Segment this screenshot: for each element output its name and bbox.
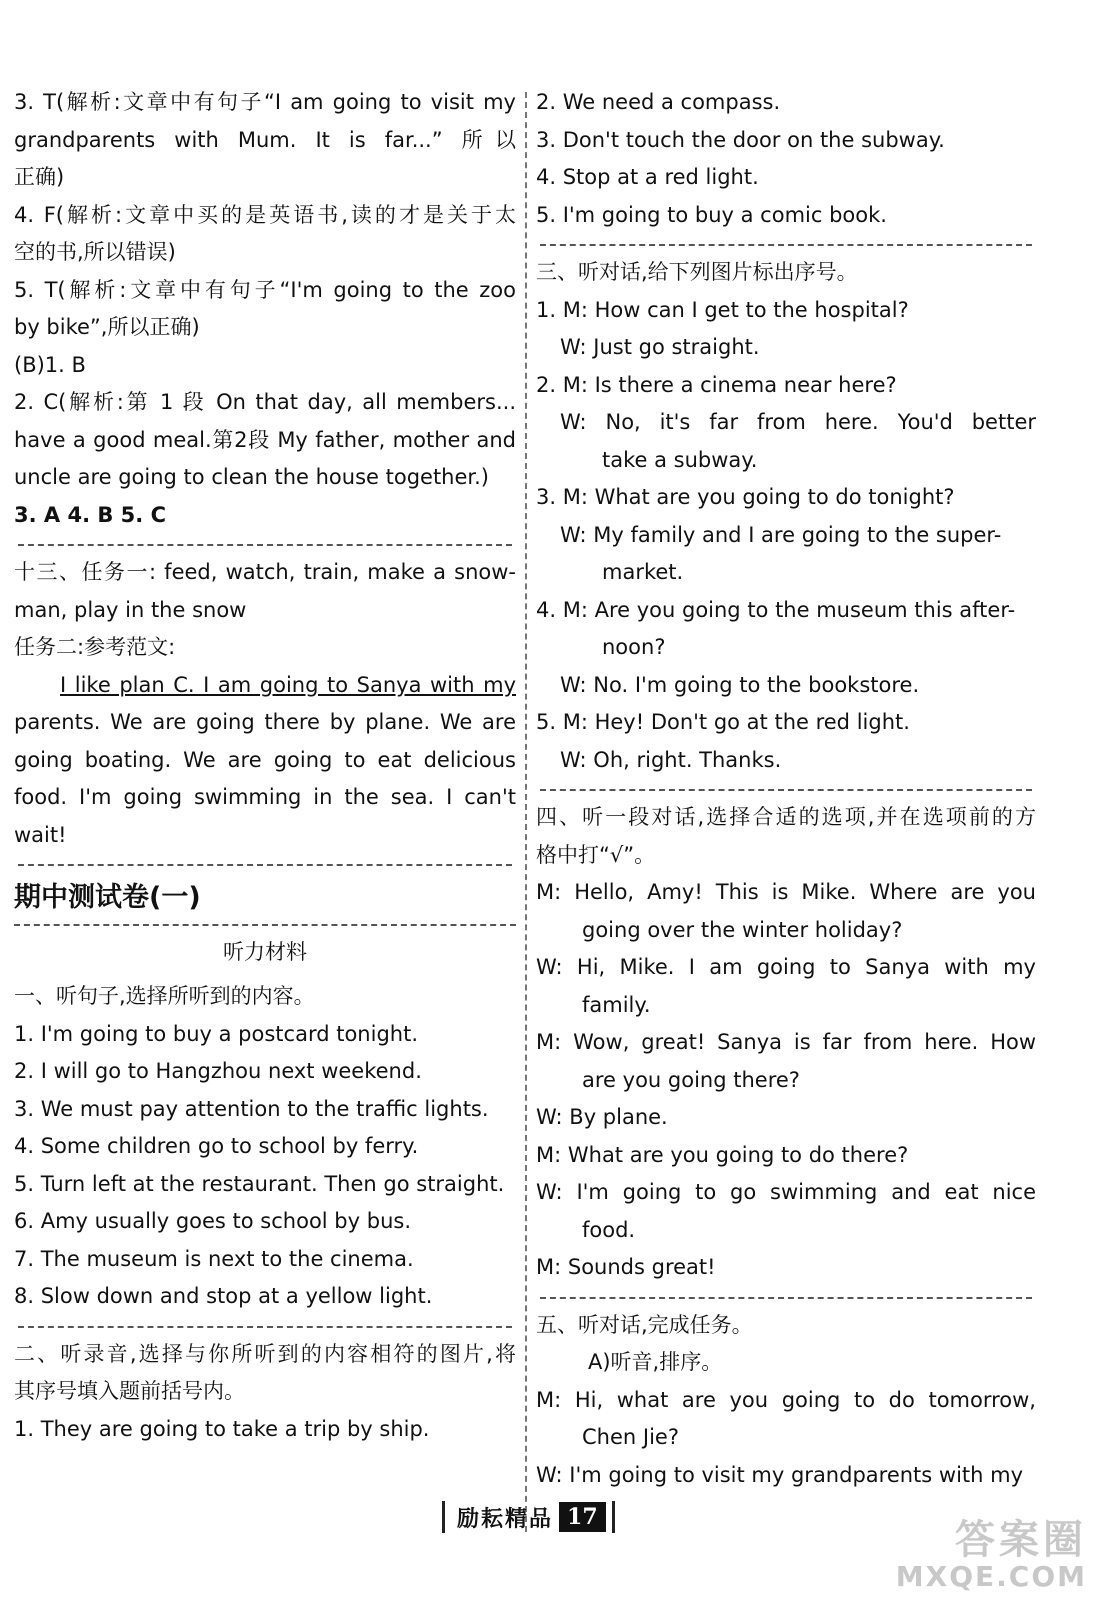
answer-line: 4. F(解析:文章中买的是英语书,读的才是关于太 [14, 202, 516, 227]
answer-line: 2. C(解析:第 1 段 On that day, all members... [14, 390, 516, 414]
part-1-item: 7. The museum is next to the cinema. [14, 1246, 414, 1271]
part-3-heading: 三、听对话,给下列图片标出序号。 [536, 260, 858, 284]
part-1-item: 3. We must pay attention to the traffic lights. [14, 1096, 489, 1121]
dialogue-line: food. [582, 1217, 636, 1242]
part-1-item: 8. Slow down and stop at a yellow light. [14, 1284, 433, 1308]
exam-title: 期中测试卷(一) [14, 874, 516, 926]
dialogue-line: market. [602, 560, 684, 584]
dialogue-line: noon? [602, 635, 666, 659]
dialogue-line: W: No. I'm going to the bookstore. [560, 672, 920, 697]
part-2-item: 4. Stop at a red light. [536, 165, 759, 189]
dialogue-line: 3. M: What are you going to do tonight? [536, 485, 955, 509]
speaker: W: [560, 410, 606, 434]
speaker: M: [536, 880, 575, 904]
dialogue-line: 5. M: Hey! Don't go at the red light. [536, 710, 910, 734]
dialogue-line: 2. M: Is there a cinema near here? [536, 372, 897, 397]
dialogue-line: family. [582, 992, 651, 1017]
answer-line: 3. T(解析:文章中有句子“I am going to visit my [14, 90, 516, 114]
dialogue-line: 1. M: How can I get to the hospital? [536, 297, 909, 322]
part-2-item: 2. We need a compass. [536, 90, 781, 114]
section-13-task-2: 任务二:参考范文: [14, 635, 176, 659]
answer-line: uncle are going to clean the house together.) [14, 465, 489, 489]
dialogue-text: Wow, great! Sanya is far from here. How [573, 1030, 1037, 1054]
dashed-separator [540, 789, 1032, 791]
dialogue-text: Hi, Mike. I am going to Sanya with my [576, 955, 1036, 979]
answer-line: 空的书,所以错误) [14, 240, 176, 264]
listening-heading: 听力材料 [223, 940, 307, 964]
part-5-subheading: A)听音,排序。 [588, 1350, 723, 1374]
answer-line: 正确) [14, 165, 65, 189]
part-2-item: 3. Don't touch the door on the subway. [536, 127, 945, 152]
column-divider [525, 92, 527, 1532]
part-1-item: 4. Some children go to school by ferry. [14, 1134, 419, 1158]
page-footer [436, 1498, 621, 1536]
dialogue-line [536, 404, 1036, 442]
essay-line: parents. We are going there by plane. We are [14, 710, 516, 734]
part-2-heading: 二、听录音,选择与你所听到的内容相符的图片,将 [14, 1341, 516, 1366]
dialogue-text: Hello, Amy! This is Mike. Where are you [574, 880, 1036, 904]
dialogue-line: Chen Jie? [582, 1425, 679, 1449]
watermark-logo [896, 1518, 1087, 1592]
answer-line: grandparents with Mum. It is far...” 所以 [14, 127, 516, 152]
essay-first-line: I like plan C. I am going to Sanya with my [60, 672, 516, 697]
dashed-separator [540, 244, 1032, 246]
essay-line: wait! [14, 822, 67, 847]
footer-bar-right [612, 1501, 615, 1533]
dialogue-line: W: Oh, right. Thanks. [560, 747, 782, 772]
part-1-item: 6. Amy usually goes to school by bus. [14, 1209, 412, 1233]
dashed-separator [540, 1297, 1032, 1299]
part-1-item: 1. I'm going to buy a postcard tonight. [14, 1021, 418, 1046]
answer-line: (B)1. B [14, 352, 86, 377]
part-1-heading: 一、听句子,选择所听到的内容。 [14, 984, 315, 1008]
left-column [14, 84, 516, 1448]
essay-line [14, 667, 516, 705]
dialogue-line: M: What are you going to do there? [536, 1142, 909, 1167]
speaker: M: [536, 1030, 574, 1054]
speaker: W: [560, 522, 594, 547]
essay-line: going boating. We are going to eat delicious [14, 747, 516, 772]
speaker: M: [536, 1387, 575, 1412]
dialogue-text: Hi, what are you going to do tomorrow, [574, 1387, 1036, 1412]
right-column [536, 84, 1036, 1494]
essay-line: food. I'm going swimming in the sea. I can't [14, 785, 516, 809]
dialogue-line: W: I'm going to visit my grandparents with my [536, 1462, 1024, 1487]
part-1-item: 5. Turn left at the restaurant. Then go straight. [14, 1171, 505, 1196]
dialogue-line: W: By plane. [536, 1105, 668, 1129]
speaker: W: [536, 1180, 577, 1204]
dialogue-line: take a subway. [602, 447, 758, 472]
part-2-item: 1. They are going to take a trip by ship. [14, 1416, 430, 1441]
dialogue-line [536, 1024, 1036, 1062]
part-2-heading-cont: 其序号填入题前括号内。 [14, 1379, 245, 1403]
speaker: W: [536, 955, 577, 979]
part-5-heading: 五、听对话,完成任务。 [536, 1312, 753, 1337]
dialogue-line: M: Sounds great! [536, 1255, 716, 1279]
dashed-separator [18, 1326, 512, 1328]
dialogue-line: going over the winter holiday? [582, 917, 903, 942]
watermark-text: 答案圈 [955, 1517, 1087, 1563]
part-2-item: 5. I'm going to buy a comic book. [536, 202, 887, 227]
dialogue-text: Are you going to the museum this after- [594, 597, 1016, 622]
answer-line: by bike”,所以正确) [14, 315, 200, 339]
part-1-item: 2. I will go to Hangzhou next weekend. [14, 1059, 422, 1083]
dialogue-line [536, 1174, 1036, 1212]
dialogue-line [536, 592, 1036, 630]
dialogue-line [536, 1382, 1036, 1420]
dialogue-text: My family and I are going to the super- [593, 522, 1002, 547]
dialogue-text: No, it's far from here. You'd better [605, 410, 1036, 434]
answer-line: 3. A 4. B 5. C [14, 502, 166, 527]
watermark-domain: MXQE.COM [895, 1560, 1087, 1593]
dashed-separator [18, 544, 512, 546]
part-4-heading: 四、听一段对话,选择合适的选项,并在选项前的方 [536, 805, 1036, 829]
dialogue-line [536, 949, 1036, 987]
answer-line: 5. T(解析:文章中有句子“I'm going to the zoo [14, 277, 516, 302]
dialogue-line: W: Just go straight. [560, 335, 760, 359]
dashed-separator [18, 864, 512, 866]
page-number: 17 [559, 1502, 606, 1532]
section-13-task-1: 十三、任务一: feed, watch, train, make a snow- [14, 560, 516, 584]
dialogue-text: I'm going to go swimming and eat nice [576, 1180, 1036, 1204]
brand-label: 励耘精品 [457, 1506, 554, 1532]
part-4-heading-cont: 格中打“√”。 [536, 842, 656, 867]
footer-bar-left [442, 1501, 445, 1533]
dialogue-line [536, 517, 1036, 555]
section-13-task-1-cont: man, play in the snow [14, 597, 247, 622]
dialogue-line [536, 874, 1036, 912]
answer-line: have a good meal.第2段 My father, mother and [14, 427, 516, 452]
dialogue-line: are you going there? [582, 1067, 800, 1092]
speaker: 4. M: [536, 597, 595, 622]
